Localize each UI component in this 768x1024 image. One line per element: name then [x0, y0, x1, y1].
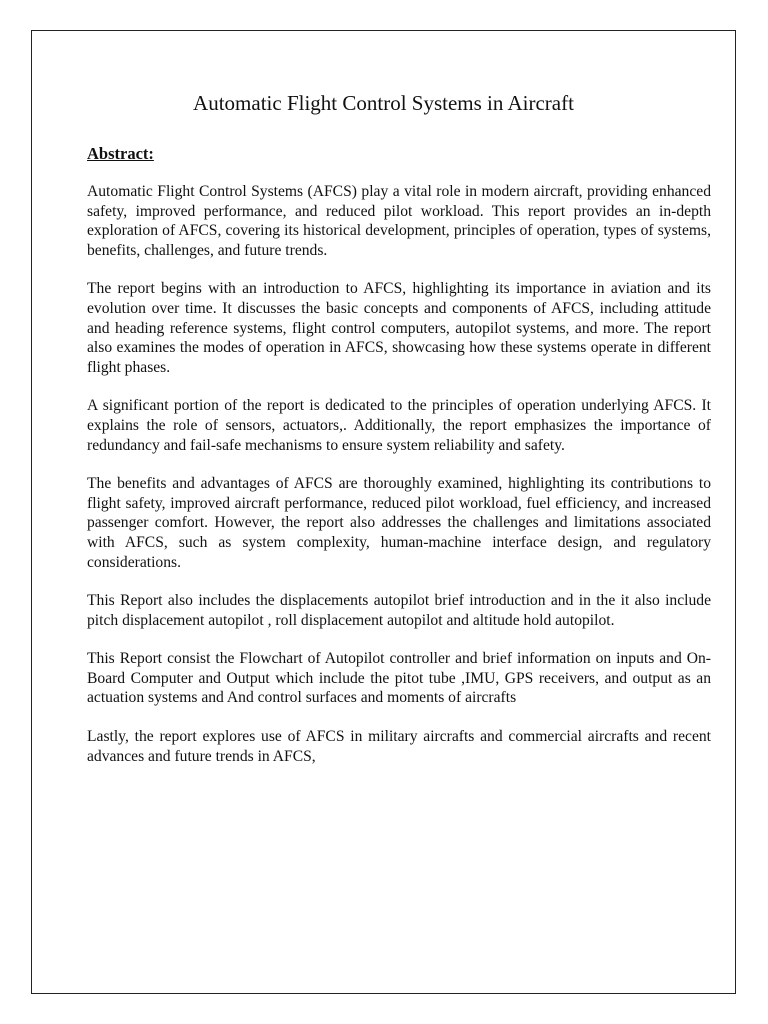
paragraph-4: The benefits and advantages of AFCS are thoroughly examined, highlighting its contributions to flight safety, improved aircraft performance, reduced pilot workload, fuel efficiency, and increased passenger comfort. However, the report also addresses the challenges and limitations associated with AFCS, such as system complexity, human-machine interface design, and regulatory considerations.	[87, 475, 711, 571]
paragraph-6: This Report consist the Flowchart of Autopilot controller and brief information on inputs and On-Board Computer and Output which include the pitot tube ,IMU, GPS receivers, and output as an actuation systems and And control surfaces and moments of aircrafts	[87, 650, 711, 707]
abstract-heading: Abstract:	[87, 144, 154, 163]
paragraph-3: A significant portion of the report is dedicated to the principles of operation underlying AFCS. It explains the role of sensors, actuators,. Additionally, the report emphasizes the importance of redundancy and fail-safe mechanisms to ensure system reliability and safety.	[87, 397, 711, 454]
paragraph-1: Automatic Flight Control Systems (AFCS) play a vital role in modern aircraft, providing enhanced safety, improved performance, and reduced pilot workload. This report provides an in-depth exploration of AFCS, covering its historical development, principles of operation, types of systems, benefits, challenges, and future trends.	[87, 183, 711, 259]
document-body	[87, 144, 711, 785]
document-title: Automatic Flight Control Systems in Aircraft	[193, 91, 574, 115]
paragraph-5: This Report also includes the displacements autopilot brief introduction and in the it also include pitch displacement autopilot , roll displacement autopilot and altitude hold autopilot.	[87, 592, 711, 629]
paragraph-2: The report begins with an introduction to AFCS, highlighting its importance in aviation and its evolution over time. It discusses the basic concepts and components of AFCS, including attitude and heading reference systems, flight control computers, autopilot systems, and more. The report also examines the modes of operation in AFCS, showcasing how these systems operate in different flight phases.	[87, 280, 711, 376]
paragraph-7: Lastly, the report explores use of AFCS in military aircrafts and commercial aircrafts and recent advances and future trends in AFCS,	[87, 728, 711, 765]
